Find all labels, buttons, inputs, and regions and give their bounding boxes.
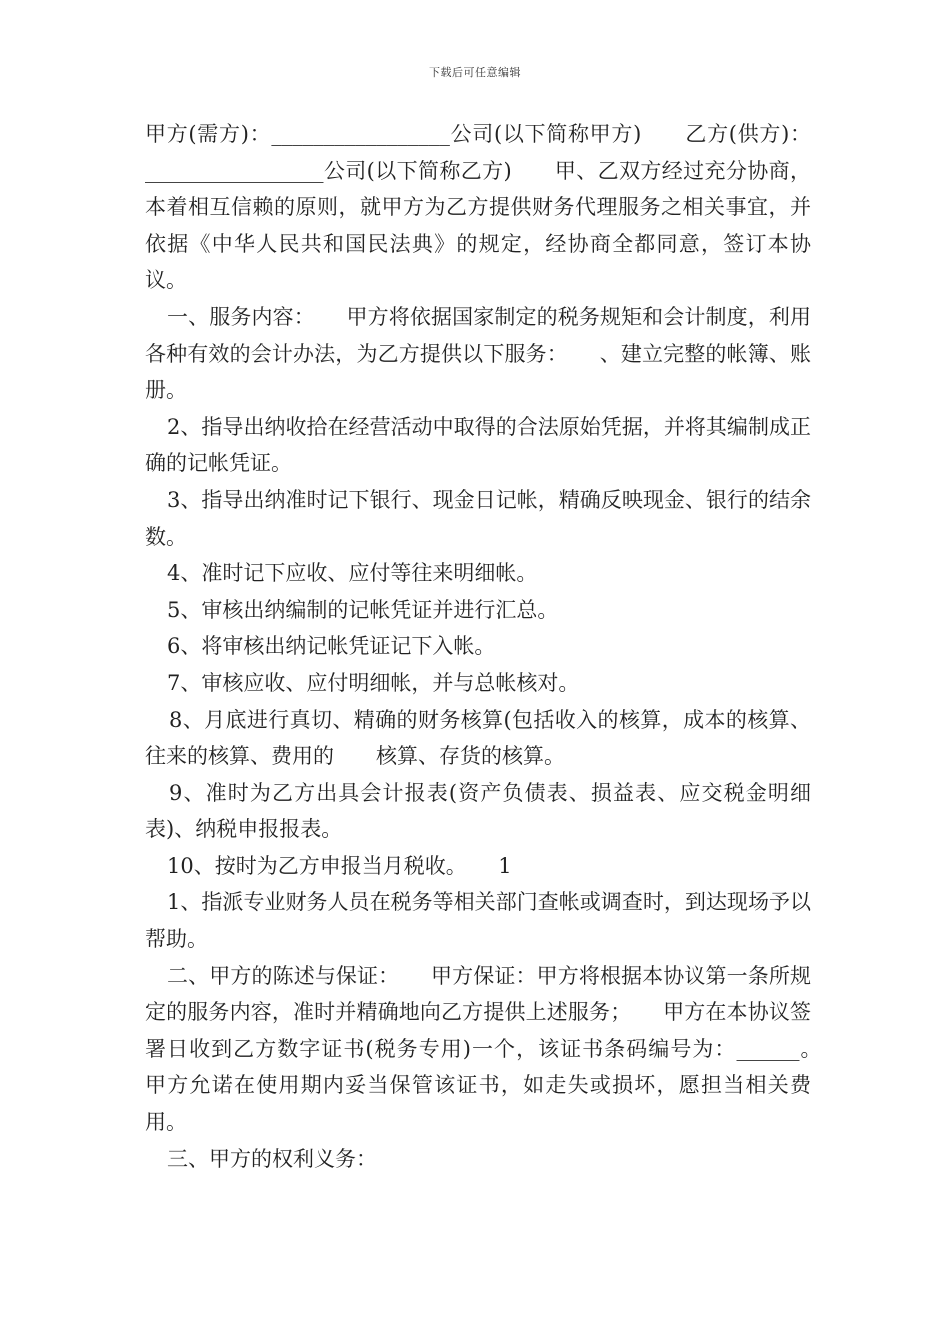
paragraph-section-2-representations: 二、甲方的陈述与保证： 甲方保证：甲方将根据本协议第一条所规定的服务内容，准时并精确地向乙方提供上述服务； 甲方在本协议签署日收到乙方数字证书(税务专用)一个，该证书条码编号为：______。 甲方允诺在使用期内妥当保管该证书，如走失或损坏，愿担当相关费用。 xyxy=(145,963,853,1135)
paragraph-preamble: 甲方(需方)：_________________公司(以下简称甲方) 乙方(供方)：_________________公司(以下简称乙方) 甲、乙双方经过充分协商，本着相互信赖的原则，就甲方为乙方提供财务代理服务之相关事宜，并依据《中华人民共和国民法典》的规定，经协商全都同意，签订本协议。 xyxy=(145,122,811,293)
paragraph-item-6: 6、将审核出纳记帐凭证记下入帐。 xyxy=(167,634,496,659)
paragraph-item-8: 8、月底进行真切、精确的财务核算(包括收入的核算，成本的核算、往来的核算、费用的 核算、存货的核算。 xyxy=(145,707,811,769)
paragraph-item-10: 10、按时为乙方申报当月税收。 1 xyxy=(167,853,512,878)
paragraph-item-1-assist: 1、指派专业财务人员在税务等相关部门查帐或调查时，到达现场予以帮助。 xyxy=(145,890,811,952)
paragraph-item-7: 7、审核应收、应付明细帐，并与总帐核对。 xyxy=(167,670,580,695)
paragraph-item-4: 4、准时记下应收、应付等往来明细帐。 xyxy=(167,561,538,586)
paragraph-section-3-rights: 三、甲方的权利义务： xyxy=(167,1146,377,1171)
paragraph-item-9: 9、准时为乙方出具会计报表(资产负债表、损益表、应交税金明细表)、纳税申报报表。 xyxy=(145,780,811,842)
document-body xyxy=(145,116,853,1177)
paragraph-section-1-service-content: 一、服务内容： 甲方将依据国家制定的税务规矩和会计制度，利用各种有效的会计办法，为乙方提供以下服务： 、建立完整的帐簿、账册。 xyxy=(145,304,811,403)
paragraph-item-3: 3、指导出纳准时记下银行、现金日记帐，精确反映现金、银行的结余数。 xyxy=(145,487,811,549)
paragraph-item-5: 5、审核出纳编制的记帐凭证并进行汇总。 xyxy=(167,597,559,622)
paragraph-item-2: 2、指导出纳收拾在经营活动中取得的合法原始凭据，并将其编制成正确的记帐凭证。 xyxy=(145,414,811,476)
page-header: 下载后可任意编辑 xyxy=(429,66,521,79)
